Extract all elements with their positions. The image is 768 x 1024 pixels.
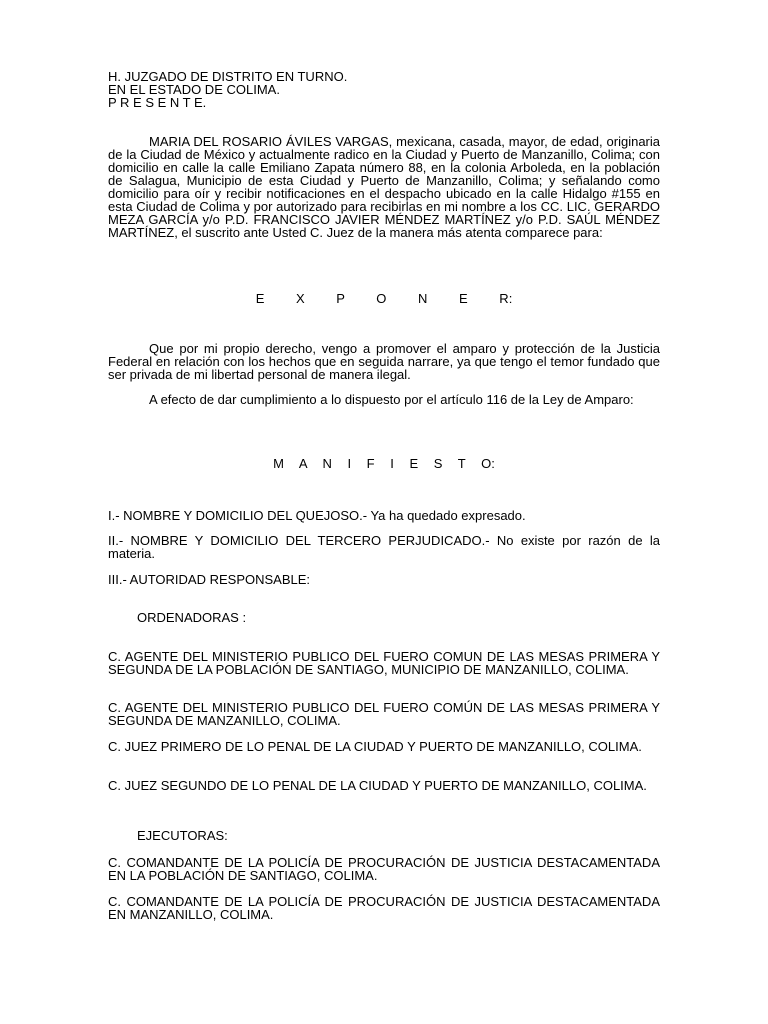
- heading-manifiesto-text: M A N I F I E S T O:: [273, 456, 495, 471]
- item-3: III.- AUTORIDAD RESPONSABLE:: [108, 572, 311, 587]
- ejecutora-item: C. COMANDANTE DE LA POLICÍA DE PROCURACIÓN DE JUSTICIA DESTACAMENTADA EN MANZANILLO, COLIMA.: [108, 894, 660, 922]
- ordenadora-item: C. JUEZ SEGUNDO DE LO PENAL DE LA CIUDAD Y PUERTO DE MANZANILLO, COLIMA.: [108, 778, 647, 793]
- ejecutora-item: C. COMANDANTE DE LA POLICÍA DE PROCURACIÓN DE JUSTICIA DESTACAMENTADA EN LA POBLACIÓN DE SANTIAGO, COLIMA.: [108, 855, 660, 883]
- addressee-line-2: EN EL ESTADO DE COLIMA.: [108, 82, 280, 97]
- ejecutoras-label: EJECUTORAS:: [137, 828, 228, 843]
- paragraph-derecho: Que por mi propio derecho, vengo a promover el amparo y protección de la Justicia Federal en relación con los hechos que en seguida narrare, ya que tengo el temor fundado que ser privada de mi libertad personal de manera ilegal.: [108, 341, 660, 382]
- heading-exponer: [0, 292, 768, 305]
- ordenadora-item: C. JUEZ PRIMERO DE LO PENAL DE LA CIUDAD Y PUERTO DE MANZANILLO, COLIMA.: [108, 739, 642, 754]
- ordenadora-item: C. AGENTE DEL MINISTERIO PUBLICO DEL FUERO COMUN DE LAS MESAS PRIMERA Y SEGUNDA DE LA POBLACIÓN DE SANTIAGO, MUNICIPIO DE MANZANILLO, COLIMA.: [108, 649, 660, 677]
- addressee-block: [108, 70, 660, 109]
- paragraph-efecto: A efecto de dar cumplimiento a lo dispuesto por el artículo 116 de la Ley de Amparo:: [149, 392, 634, 407]
- item-2: II.- NOMBRE Y DOMICILIO DEL TERCERO PERJUDICADO.- No existe por razón de la materia.: [108, 533, 660, 561]
- heading-exponer-text: E X P O N E R:: [255, 291, 513, 306]
- item-1: I.- NOMBRE Y DOMICILIO DEL QUEJOSO.- Ya ha quedado expresado.: [108, 508, 526, 523]
- ordenadoras-label: ORDENADORAS :: [137, 610, 247, 625]
- addressee-line-1: H. JUZGADO DE DISTRITO EN TURNO.: [108, 69, 348, 84]
- addressee-line-3: P R E S E N T E.: [108, 95, 207, 110]
- heading-manifiesto: [0, 457, 768, 470]
- ordenadora-item: C. AGENTE DEL MINISTERIO PUBLICO DEL FUERO COMÚN DE LAS MESAS PRIMERA Y SEGUNDA DE MANZANILLO, COLIMA.: [108, 700, 660, 728]
- intro-paragraph: MARIA DEL ROSARIO ÁVILES VARGAS, mexicana, casada, mayor, de edad, originaria de la Ciudad de México y actualmente radico en la Ciudad y Puerto de Manzanillo, Colima; con domicilio en calle la calle Emiliano Zapata número 88, en la colonia Arboleda, en la población de Salagua, Municipio de esta Ciudad y Puerto de Manzanillo, Colima; y señalando como domicilio para oír y recibir notificaciones en el despacho ubicado en la calle Hidalgo #155 en esta Ciudad de Colima y por autorizado para recibirlas en mi nombre a los CC. LIC. GERARDO MEZA GARCÍA y/o P.D. FRANCISCO JAVIER MÉNDEZ MARTÍNEZ y/o P.D. SAÚL MÉNDEZ MARTÍNEZ, el suscrito ante Usted C. Juez de la manera más atenta comparece para:: [108, 134, 660, 240]
